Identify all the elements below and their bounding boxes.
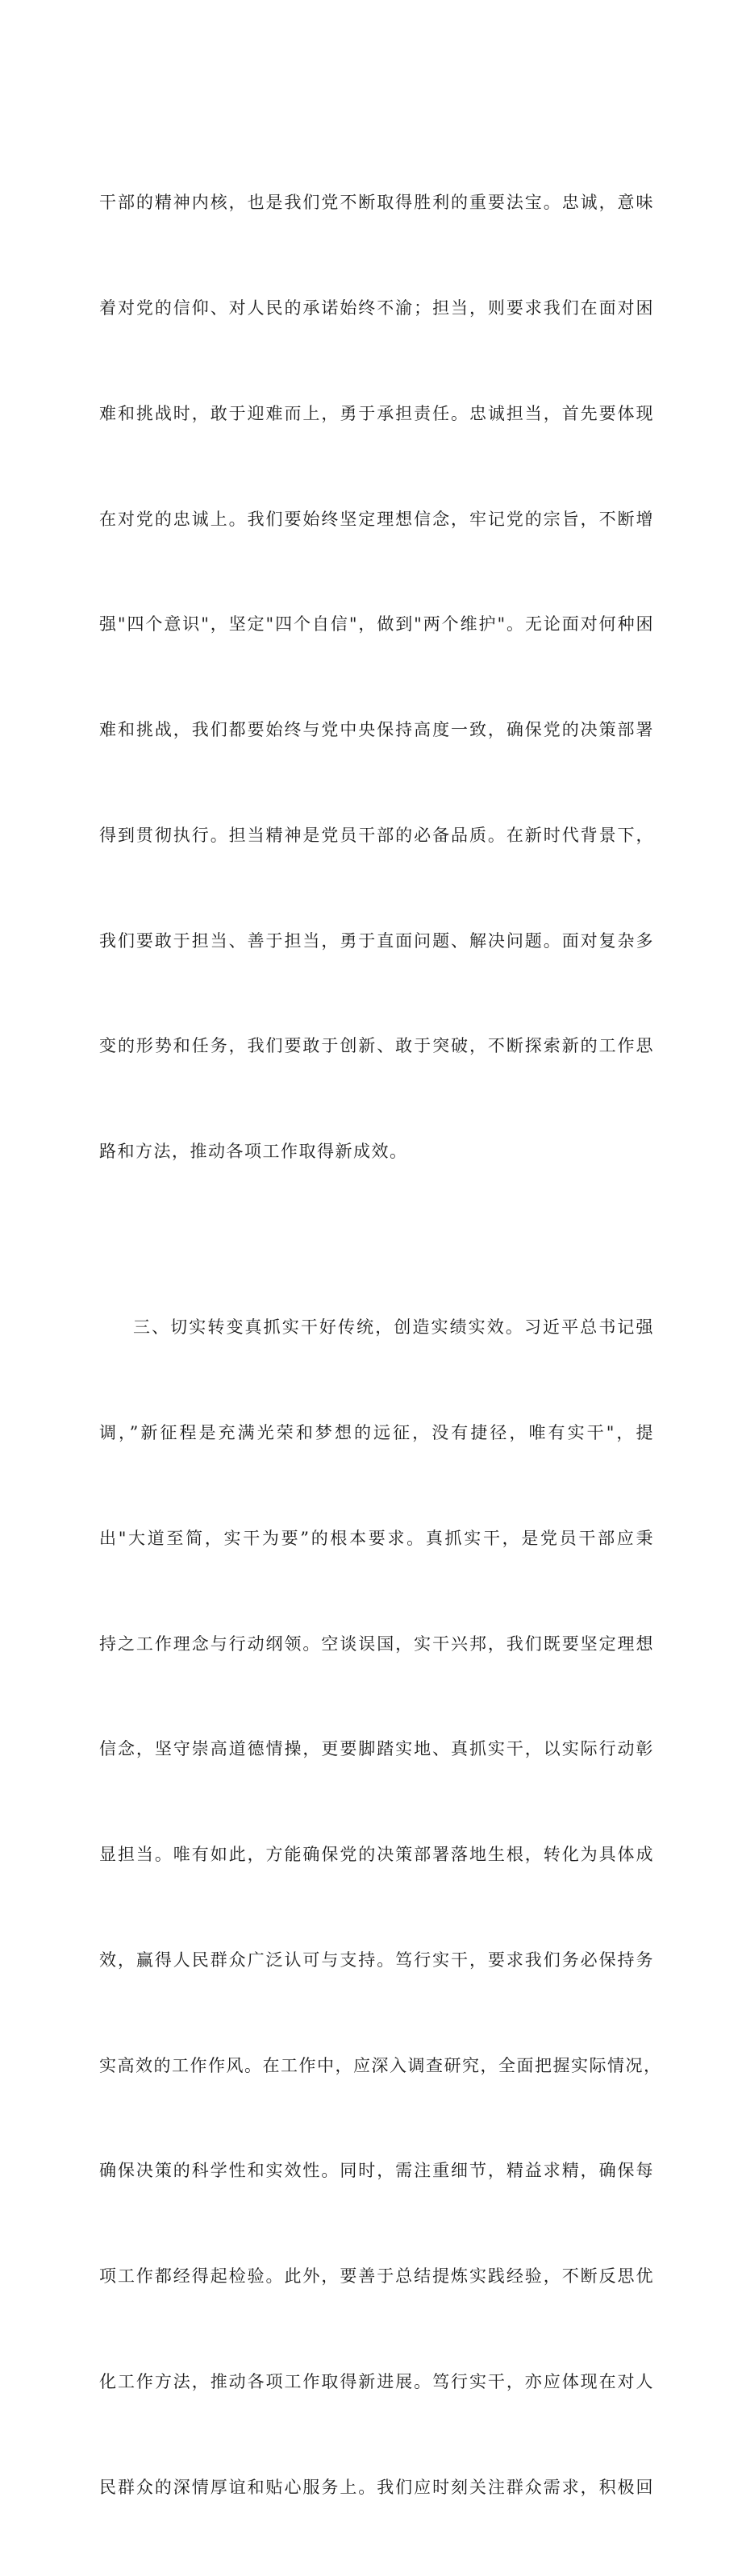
- section-heading-line: 三、切实转变真抓实干好传统，创造实绩实效。习近平总书记强: [133, 1317, 654, 1338]
- paragraph-section-three: [99, 1240, 662, 2576]
- text-line: 路和方法，推动各项工作取得新成效。: [99, 1142, 408, 1162]
- text-line: 化工作方法，推动各项工作取得新进展。笃行实干，亦应体现在对人: [99, 2372, 654, 2391]
- text-line: 干部的精神内核，也是我们党不断取得胜利的重要法宝。忠诚，意味: [99, 193, 654, 213]
- text-line: 持之工作理念与行动纲领。空谈误国，实干兴邦，我们既要坚定理想: [99, 1633, 654, 1654]
- text-line: 强"四个意识"，坚定"四个自信"，做到"两个维护"。无论面对何种困: [99, 614, 654, 635]
- paragraph-loyalty: [99, 115, 654, 1240]
- text-line: 得到贯彻执行。担当精神是党员干部的必备品质。在新时代背景下，: [99, 825, 654, 845]
- text-line: 效，赢得人民群众广泛认可与支持。笃行实干，要求我们务必保持务: [99, 1950, 654, 1970]
- text-line: 显担当。唯有如此，方能确保党的决策部署落地生根，转化为具体成: [99, 1845, 654, 1865]
- text-line: 出"大道至简，实干为要”的根本要求。真抓实干，是党员干部应秉: [99, 1528, 654, 1548]
- text-line: 变的形势和任务，我们要敢于创新、敢于突破，不断探索新的工作思: [99, 1036, 654, 1056]
- text-line: 实高效的工作作风。在工作中，应深入调查研究，全面把握实际情况，: [99, 2055, 662, 2075]
- text-line: 着对党的信仰、对人民的承诺始终不渝；担当，则要求我们在面对困: [99, 298, 654, 318]
- text-line: 项工作都经得起检验。此外，要善于总结提炼实践经验，不断反思优: [99, 2266, 654, 2287]
- text-line: 我们要敢于担当、善于担当，勇于直面问题、解决问题。面对复杂多: [99, 930, 654, 951]
- text-line: 在对党的忠诚上。我们要始终坚定理想信念，牢记党的宗旨，不断增: [99, 509, 654, 529]
- text-line: 调，”新征程是充满光荣和梦想的远征，没有捷径，唯有实干"，提: [99, 1422, 654, 1442]
- text-line: 确保决策的科学性和实效性。同时，需注重细节，精益求精，确保每: [99, 2161, 654, 2181]
- text-line: 难和挑战时，敢于迎难而上，勇于承担责任。忠诚担当，首先要体现: [99, 403, 654, 423]
- text-line: 信念，坚守崇高道德情操，更要脚踏实地、真抓实干，以实际行动彰: [99, 1739, 654, 1759]
- document-body: [99, 115, 662, 2576]
- text-line: 难和挑战，我们都要始终与党中央保持高度一致，确保党的决策部署: [99, 720, 654, 740]
- text-line: 民群众的深情厚谊和贴心服务上。我们应时刻关注群众需求，积极回: [99, 2477, 654, 2497]
